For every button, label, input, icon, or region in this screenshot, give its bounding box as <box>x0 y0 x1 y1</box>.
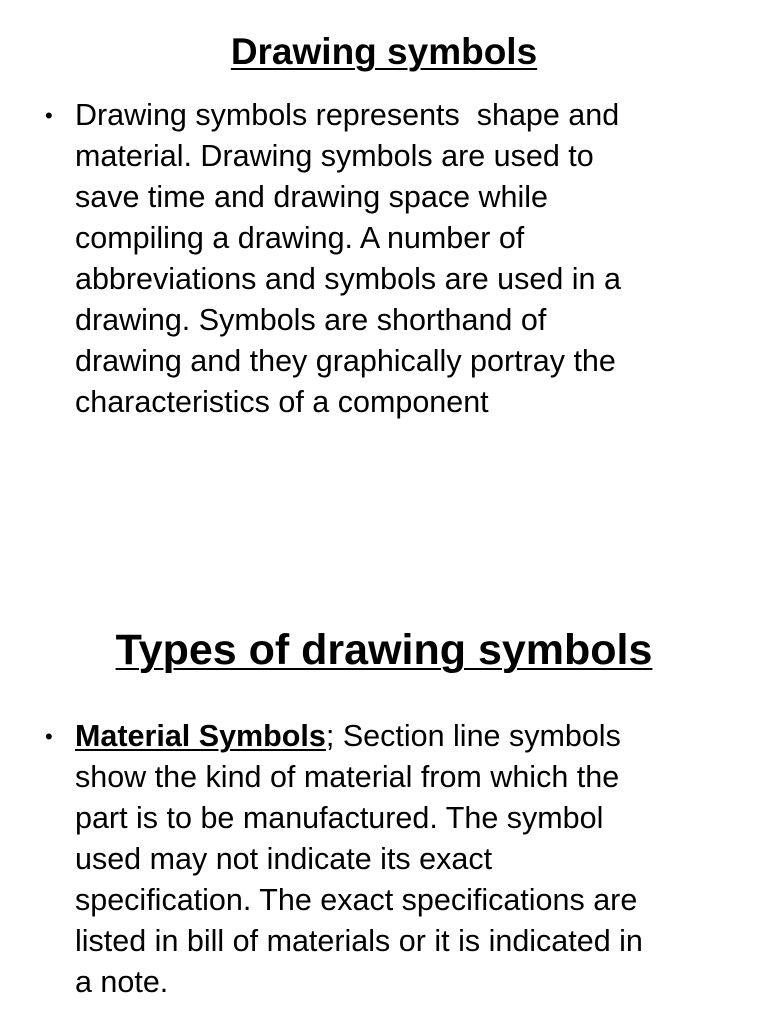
paragraph-line: abbreviations and symbols are used in a <box>75 262 621 296</box>
paragraph-line: compiling a drawing. A number of <box>75 221 525 255</box>
term-suffix: ; Section line symbols <box>325 719 621 753</box>
paragraph-line-first <box>75 716 725 757</box>
paragraph-line: characteristics of a component <box>75 385 489 419</box>
section-title: Types of drawing symbols <box>115 626 653 674</box>
bullet-icon: • <box>45 103 53 128</box>
paragraph-line: specification. The exact specifications are <box>75 883 638 917</box>
bullet-icon: • <box>45 724 53 749</box>
paragraph-line: a note. <box>75 965 169 999</box>
paragraph-line: save time and drawing space while <box>75 180 549 214</box>
paragraph-line: material. Drawing symbols are used to <box>75 139 594 173</box>
paragraph-line: Drawing symbols represents shape and <box>75 98 620 132</box>
paragraph-line: drawing and they graphically portray the <box>75 344 616 378</box>
bullet-paragraph <box>75 95 725 423</box>
paragraph-line: drawing. Symbols are shorthand of <box>75 303 547 337</box>
paragraph-line: used may not indicate its exact <box>75 842 493 876</box>
term-material-symbols: Material Symbols <box>75 719 326 753</box>
bullet-paragraph <box>75 716 725 1003</box>
page-title: Drawing symbols <box>230 31 538 72</box>
paragraph-line: listed in bill of materials or it is indicated in <box>75 924 643 958</box>
paragraph-line: show the kind of material from which the <box>75 760 620 794</box>
paragraph-line: part is to be manufactured. The symbol <box>75 801 604 835</box>
